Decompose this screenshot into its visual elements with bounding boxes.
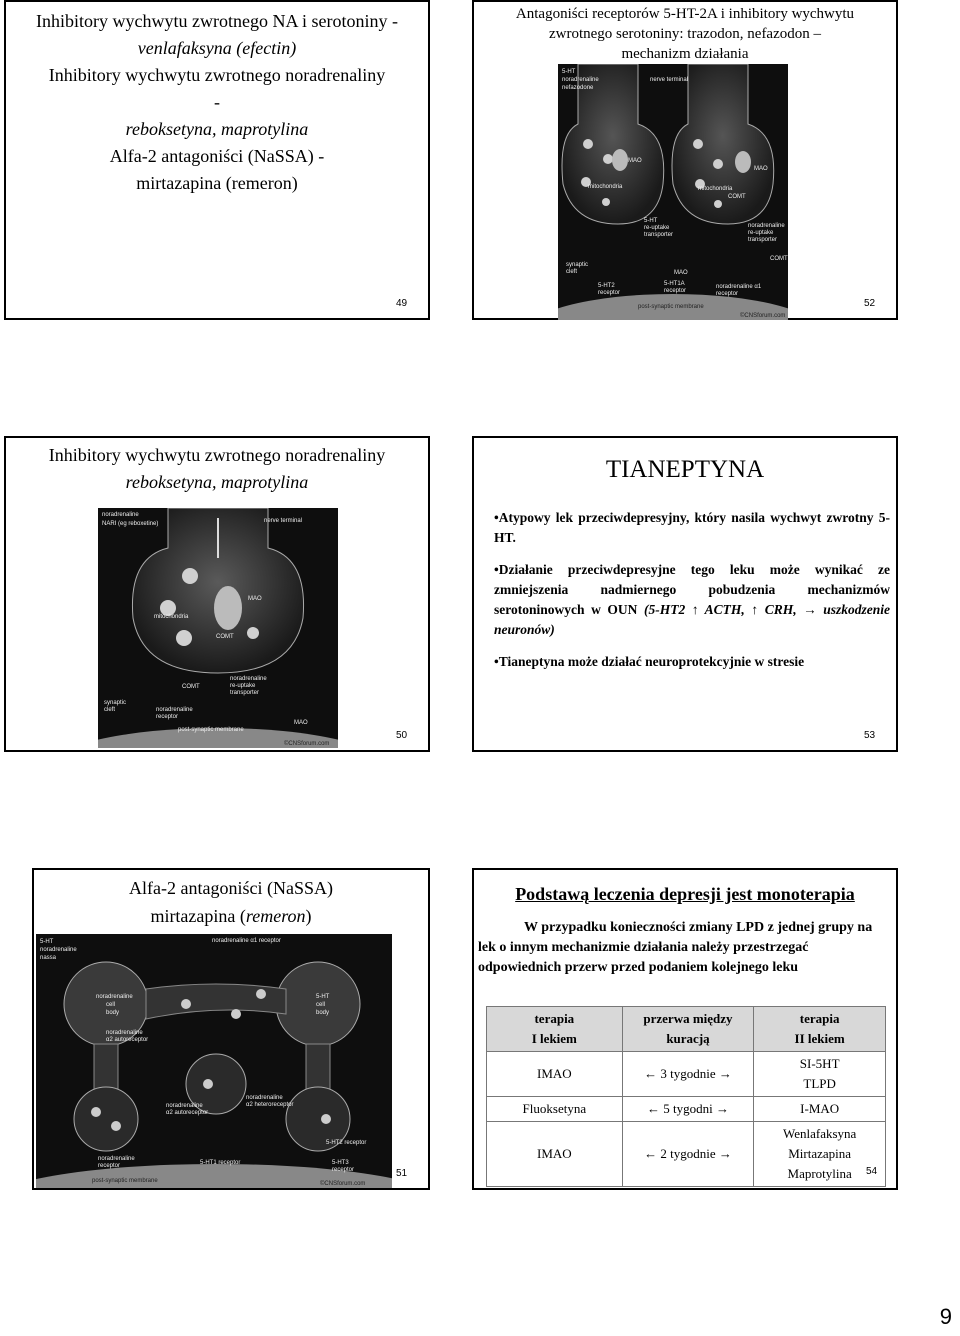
mechanism-figure [558, 64, 788, 320]
slide-51 [32, 868, 430, 1190]
label-alpha1-receptor-2: receptor [716, 291, 739, 297]
legend-noradrenaline: noradrenaline [40, 947, 77, 953]
label-na-reuptake-3: transporter [748, 237, 778, 243]
slide-54-body: W przypadku konieczności zmiany LPD z jednej grupy na lek o innym mechanizmie działania należy przestrzegać odpowiednich przerw przed podaniem kolejnego leku [478, 920, 873, 975]
label-5ht3-receptor-1: 5-HT3 [332, 1160, 349, 1166]
cell: IMAO [487, 1052, 623, 1097]
legend-nari: NARI (eg reboxetine) [102, 521, 159, 527]
label-alpha1-receptor: noradrenaline α1 receptor [212, 938, 281, 944]
label-receptor-1: noradrenaline [156, 707, 193, 713]
cell: Wenlafaksyna Mirtazapina Maprotylina [754, 1122, 886, 1187]
label-synaptic: synaptic [566, 262, 589, 268]
label-nerve-terminal: nerve terminal [264, 518, 303, 524]
label-post-synaptic: post-synaptic membrane [92, 1178, 158, 1184]
table-header-row [487, 1007, 886, 1052]
label-a2-auto-2: α2 autoreceptor [106, 1037, 149, 1043]
title-line-1: Alfa-2 antagoniści (NaSSA) [129, 878, 333, 898]
label-reuptake-3: transporter [230, 690, 260, 696]
label-5ht1a-receptor-1: 5-HT1A [664, 281, 685, 287]
slide-50 [4, 436, 430, 752]
cell: I-MAO [754, 1097, 886, 1122]
p2-acth: ACTH, [698, 602, 752, 617]
title-line-3: mechanizm działania [621, 46, 749, 62]
slide-50-title [6, 442, 428, 496]
label-post-synaptic: post-synaptic membrane [178, 727, 244, 733]
slide-number: 49 [396, 298, 408, 309]
label-a2-hetero-2: α2 heteroreceptor [246, 1102, 294, 1108]
header-second: terapia II lekiem [754, 1007, 886, 1052]
label-copyright: ©CNSforum.com [320, 1181, 366, 1187]
header-gap: przerwa między kuracją [622, 1007, 754, 1052]
p2-part-c: (5-HT2 [637, 602, 692, 617]
title-line-2: reboksetyna, maprotylina [125, 472, 309, 492]
line-4: - [214, 92, 220, 112]
title-line-2: mirtazapina (remeron) [150, 906, 312, 926]
label-reuptake-1: noradrenaline [230, 676, 267, 682]
label-na-reuptake-1: noradrenaline [748, 223, 785, 229]
slide-54 [472, 868, 898, 1190]
label-reuptake-2: re-uptake [230, 683, 256, 689]
label-mao-2: MAO [294, 720, 308, 726]
paragraph-1: •Atypowy lek przeciwdepresyjny, który nasila wychwyt zwrotny 5-HT. [494, 510, 890, 545]
nassa-figure [36, 934, 392, 1188]
label-5ht2-receptor-1: 5-HT2 [598, 283, 615, 289]
slide-49-text [6, 8, 428, 197]
label-5ht-reuptake-1: 5-HT [644, 218, 658, 224]
slide-53-title: TIANEPTYNA [605, 456, 765, 483]
label-receptor-2: receptor [156, 714, 179, 720]
up-arrow-icon: ↑ [691, 602, 699, 617]
slide-54-title: Podstawą leczenia depresji jest monoterapia [515, 884, 855, 904]
slide-52-title [474, 4, 896, 64]
page-number: 9 [939, 1304, 952, 1329]
slide-number: 52 [864, 298, 876, 309]
legend-5ht: 5-HT [40, 939, 54, 945]
label-5ht2-receptor-2: receptor [598, 290, 621, 296]
label-5ht-body-3: body [316, 1010, 330, 1016]
label-copyright: ©CNSforum.com [740, 313, 786, 319]
label-alpha1-receptor-1: noradrenaline α1 [716, 284, 762, 290]
label-comt: COMT [216, 634, 234, 640]
cell: IMAO [487, 1122, 623, 1187]
label-mao-3: MAO [674, 270, 688, 276]
label-5ht-reuptake-2: re-uptake [644, 225, 670, 231]
line-3: Inhibitory wychwytu zwrotnego noradrenaliny [48, 65, 386, 85]
legend-5ht: 5-HT [562, 69, 576, 75]
table-row [487, 1122, 886, 1187]
label-na-receptor-2: receptor [98, 1163, 121, 1169]
paragraph-3: •Tianeptyna może działać neuroprotekcyjnie w stresie [494, 654, 805, 669]
label-na-body-2: cell [106, 1002, 116, 1008]
label-cleft: cleft [104, 707, 116, 713]
label-comt-2: COMT [770, 256, 788, 262]
line-1: Inhibitory wychwytu zwrotnego NA i serotoniny - [36, 11, 398, 31]
table-row [487, 1097, 886, 1122]
legend-noradrenaline: noradrenaline [562, 77, 599, 83]
header-first: terapia I lekiem [487, 1007, 623, 1052]
title-line-1: Antagoniści receptorów 5-HT-2A i inhibitory wychwytu [515, 6, 855, 22]
line-2: venlafaksyna (efectin) [137, 38, 297, 58]
label-comt-2: COMT [182, 684, 200, 690]
label-post-synaptic: post-synaptic membrane [638, 304, 704, 310]
line-7: mirtazapina (remeron) [136, 173, 298, 193]
label-5ht1a-receptor-2: receptor [664, 288, 687, 294]
title-line-2: zwrotnego serotoniny: trazodon, nefazodon – [549, 26, 821, 42]
label-a2-auto-3: noradrenaline [166, 1103, 203, 1109]
line-5: reboksetyna, maprotylina [125, 119, 309, 139]
slide-number: 53 [864, 730, 876, 741]
p2-part-a: •Działanie przeciwdepresyjne tego leku może wynikać ze zmniejszenia nadmiernego pobudzenia mechanizmów serotoninowych w [494, 562, 890, 617]
label-synaptic: synaptic [104, 700, 127, 706]
label-mitochondria: mitochondria [588, 184, 623, 190]
up-arrow-icon: ↑ [751, 602, 759, 617]
label-5ht-reuptake-3: transporter [644, 232, 674, 238]
slide-49 [4, 0, 430, 320]
p2-crh: CRH, [758, 602, 804, 617]
label-5ht3-receptor-2: receptor [332, 1167, 355, 1173]
slide-53-body [494, 508, 890, 672]
line-6: Alfa-2 antagoniści (NaSSA) - [109, 146, 325, 166]
label-5ht1-receptor: 5-HT1 receptor [200, 1160, 241, 1166]
cell: ← 2 tygodnie → [622, 1122, 754, 1187]
legend-nassa: nassa [40, 955, 57, 961]
slide-51-title [34, 874, 428, 930]
cell: ← 5 tygodni → [622, 1097, 754, 1122]
slide-52 [472, 0, 898, 320]
label-mitochondria-2: mitochondria [698, 186, 733, 192]
label-cleft: cleft [566, 269, 578, 275]
label-mao-2: MAO [754, 166, 768, 172]
table-row [487, 1052, 886, 1097]
paragraph-2 [494, 560, 890, 640]
p2-damage: uszkodzenie neuronów) [494, 602, 891, 637]
label-5ht2-receptor: 5-HT2 receptor [326, 1140, 367, 1146]
label-a2-hetero-1: noradrenaline [246, 1095, 283, 1101]
slide-number: 54 [866, 1166, 878, 1177]
label-mitochondria: mitochondria [154, 614, 189, 620]
cell: SI-5HT TLPD [754, 1052, 886, 1097]
therapy-table [486, 1006, 886, 1187]
label-mao: MAO [628, 158, 642, 164]
title-line-1: Inhibitory wychwytu zwrotnego noradrenaliny [48, 445, 386, 465]
nari-figure [98, 508, 338, 748]
label-na-body-3: body [106, 1010, 120, 1016]
slide-number: 50 [396, 730, 408, 741]
label-copyright: ©CNSforum.com [284, 741, 330, 747]
label-a2-auto-4: α2 autoreceptor [166, 1110, 209, 1116]
label-5ht-body-2: cell [316, 1002, 326, 1008]
label-comt: COMT [728, 194, 746, 200]
slide-53 [472, 436, 898, 752]
label-na-reuptake-2: re-uptake [748, 230, 774, 236]
label-na-receptor-1: noradrenaline [98, 1156, 135, 1162]
cell: ← 3 tygodnie → [622, 1052, 754, 1097]
right-arrow-icon: → [803, 602, 817, 617]
legend-noradrenaline: noradrenaline [102, 512, 139, 518]
legend-nefazodone: nefazodone [562, 85, 594, 91]
label-5ht-body-1: 5-HT [316, 994, 330, 1000]
p2-oun: OUN [607, 602, 638, 617]
label-a2-auto-1: noradrenaline [106, 1030, 143, 1036]
label-nerve-terminal: nerve terminal [650, 77, 689, 83]
cell: Fluoksetyna [487, 1097, 623, 1122]
label-mao: MAO [248, 596, 262, 602]
slide-number: 51 [396, 1168, 408, 1179]
label-na-body-1: noradrenaline [96, 994, 133, 1000]
